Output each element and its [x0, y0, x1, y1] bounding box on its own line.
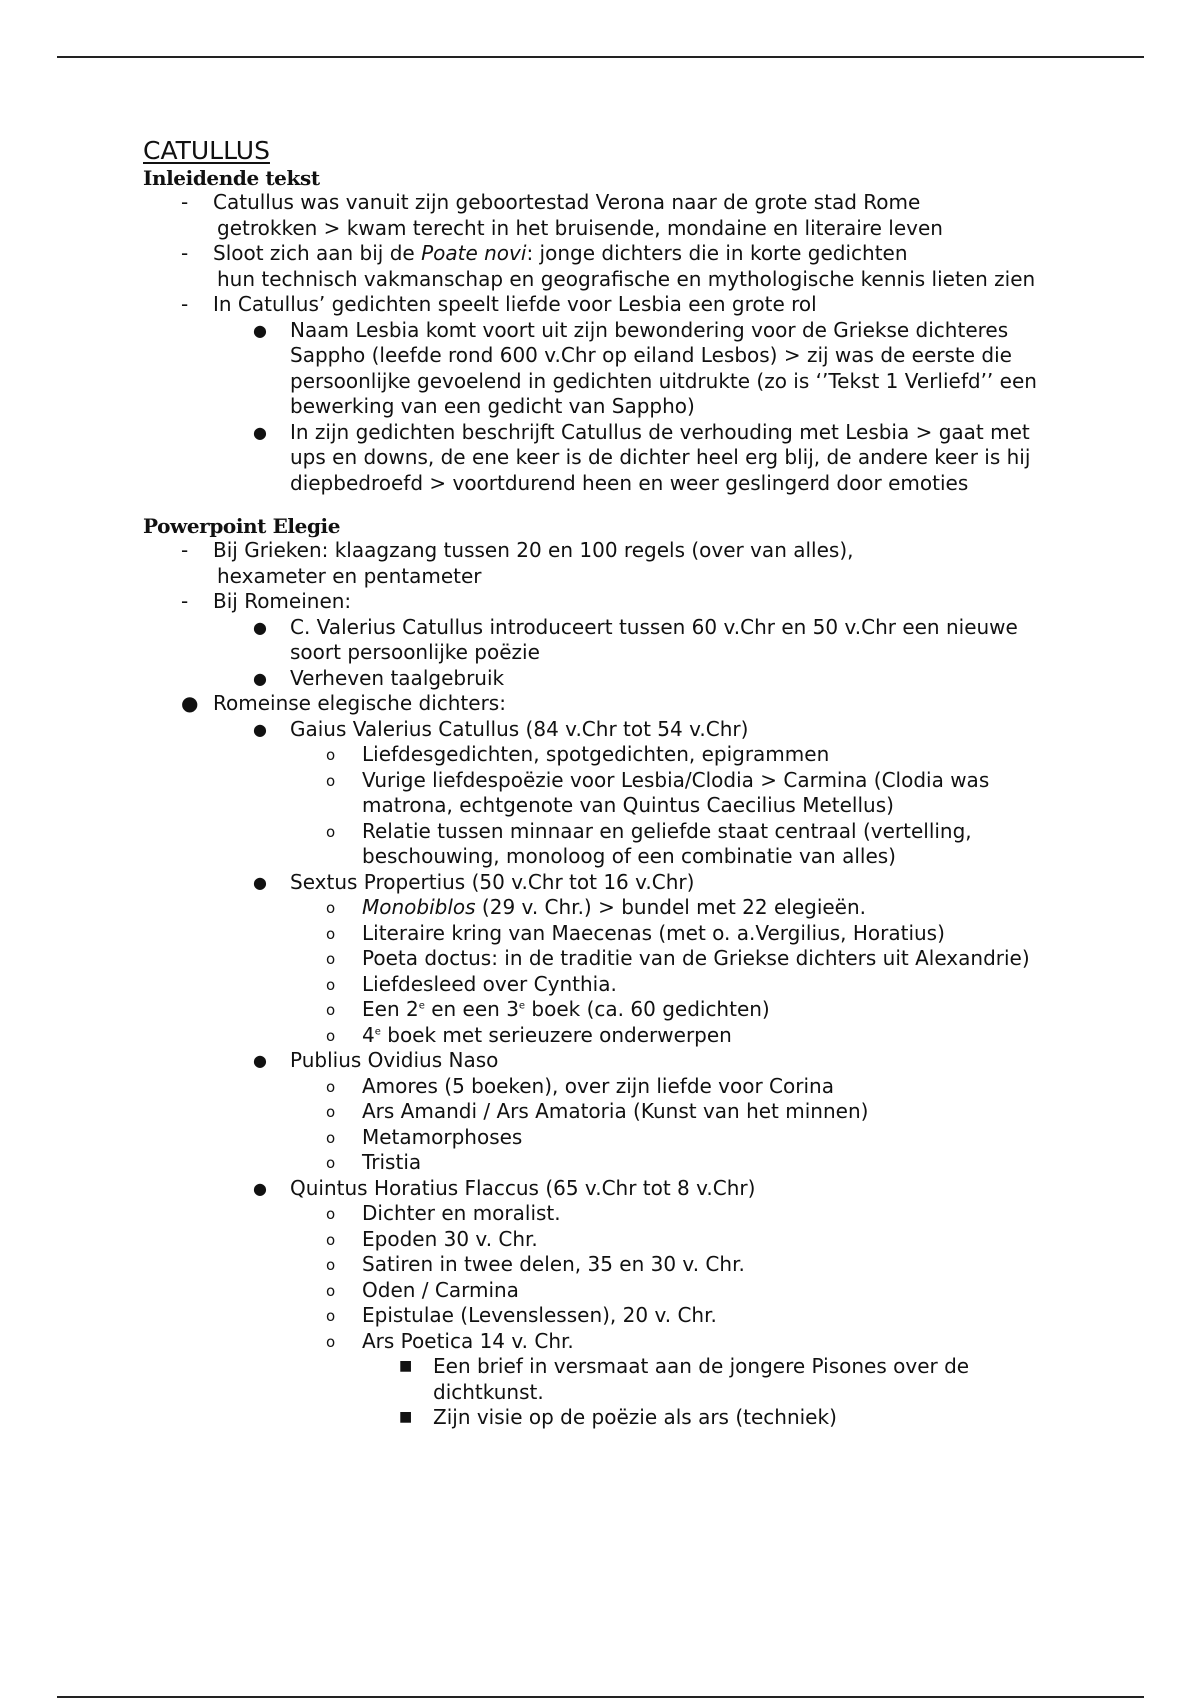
list-item: ● Verheven taalgebruik	[253, 665, 505, 690]
list-item: - Bij Romeinen: ● C. Valerius Catullus introduceert tussen 60 v.Chr en 50 v.Chr een nieuwe soort persoonlijke poëzie ● Verheven taalgebruik	[143, 589, 1043, 691]
list-item: o Monobiblos (29 v. Chr.) > bundel met 22 elegieën.	[326, 895, 867, 919]
list-item: ■ Zijn visie op de poëzie als ars (techniek)	[399, 1405, 837, 1429]
romeinen-sublist	[213, 615, 1043, 692]
list-item: o Dichter en moralist.	[326, 1201, 561, 1225]
list-item: o Liefdesleed over Cynthia.	[326, 971, 617, 996]
lesbia-sublist	[213, 318, 1043, 497]
list-item: o Relatie tussen minnaar en geliefde staat centraal (vertelling, beschouwing, monoloog of een combinatie van alles)	[326, 818, 972, 868]
list-item: o Tristia	[326, 1150, 422, 1174]
dichters-sublist	[213, 717, 1043, 1431]
list-item: o Liefdesgedichten, spotgedichten, epigrammen	[326, 742, 830, 766]
list-item: - Catullus was vanuit zijn geboortestad Verona naar de grote stad Rome getrokken > kwam terecht in het bruisende, mondaine en literaire leven	[181, 190, 943, 240]
list-item: o Oden / Carmina	[326, 1277, 519, 1302]
poet-horatius: ● Quintus Horatius Flaccus (65 v.Chr tot 8 v.Chr) o Dichter en moralist. o Epoden 30 v. Chr. o Satiren in twee delen, 35 en 30 v. Chr. o Oden / Carmina o Epistulae (Levenslessen), 20 v. Chr. o Ars Poetica 14 v. Chr. ■ Een brief in versmaat aan de jongere Pisones over de dichtkunst. ■ Zijn visie op de poëzie als ars (techniek)	[143, 1176, 1043, 1431]
section-heading-elegie: Powerpoint Elegie	[143, 514, 341, 538]
footer-rule	[57, 1696, 1144, 1698]
poet-catullus: ● Gaius Valerius Catullus (84 v.Chr tot 54 v.Chr) o Liefdesgedichten, spotgedichten, epigrammen o Vurige liefdespoëzie voor Lesbia/Clodia > Carmina (Clodia was matrona, echtgenote van Quintus Caecilius Metellus) o Relatie tussen minnaar en geliefde staat centraal (vertelling, beschouwing, monoloog of een combinatie van alles)	[143, 717, 1043, 870]
list-item: o Een 2e en een 3e boek (ca. 60 gedichten)	[326, 997, 770, 1021]
list-item: o Satiren in twee delen, 35 en 30 v. Chr.	[326, 1252, 745, 1276]
horatius-sublist	[290, 1201, 1043, 1431]
list-item: - In Catullus’ gedichten speelt liefde voor Lesbia een grote rol ● Naam Lesbia komt voort uit zijn bewondering voor de Griekse dichteres Sappho (leefde rond 600 v.Chr op eiland Lesbos) > zij was de eerste die persoonlijke gevoelend in gedichten uitdrukte (zo is ‘’Tekst 1 Verliefd’’ een bewerking van een gedicht van Sappho) ● In zijn gedichten beschrijft Catullus de verhouding met Lesbia > gaat met ups en downs, de ene keer is de dichter heel erg blij, de andere keer is hij diepbedroefd > voortdurend heen en weer geslingerd door emoties	[143, 292, 1043, 496]
poet-propertius: ● Sextus Propertius (50 v.Chr tot 16 v.Chr) o Monobiblos (29 v. Chr.) > bundel met 22 elegieën. o Literaire kring van Maecenas (met o. a.Vergilius, Horatius) o Poeta doctus: in de traditie van de Griekse dichters uit Alexandrie) o Liefdesleed over Cynthia. o Een 2e en een 3e boek (ca. 60 gedichten) o 4e boek met serieuzere onderwerpen	[143, 870, 1043, 1049]
list-item: o Ars Poetica 14 v. Chr. ■ Een brief in versmaat aan de jongere Pisones over de dichtkunst. ■ Zijn visie op de poëzie als ars (techniek)	[143, 1329, 1043, 1431]
list-item: o Epoden 30 v. Chr.	[326, 1226, 538, 1251]
list-item: o 4e boek met serieuzere onderwerpen	[326, 1022, 732, 1047]
document-body	[143, 136, 1043, 1431]
list-item: o Vurige liefdespoëzie voor Lesbia/Clodia > Carmina (Clodia was matrona, echtgenote van Quintus Caecilius Metellus)	[326, 767, 990, 817]
intro-list	[143, 190, 1043, 496]
list-item: o Poeta doctus: in de traditie van de Griekse dichters uit Alexandrie)	[326, 946, 1030, 970]
list-item: ● C. Valerius Catullus introduceert tussen 60 v.Chr en 50 v.Chr een nieuwe soort persoonlijke poëzie	[253, 614, 1018, 664]
list-item: - Sloot zich aan bij de Poate novi: jonge dichters die in korte gedichten hun technisch vakmanschap en geografische en mythologische kennis lieten zien	[181, 241, 1036, 291]
list-item: - Bij Grieken: klaagzang tussen 20 en 100 regels (over van alles), hexameter en pentameter	[181, 538, 854, 588]
header-rule	[57, 56, 1144, 58]
list-item: o Literaire kring van Maecenas (met o. a.Vergilius, Horatius)	[326, 920, 945, 945]
list-item: o Metamorphoses	[326, 1124, 523, 1149]
list-item: ● In zijn gedichten beschrijft Catullus de verhouding met Lesbia > gaat met ups en downs, de ene keer is de dichter heel erg blij, de andere keer is hij diepbedroefd > voortdurend heen en weer geslingerd door emoties	[253, 419, 1031, 495]
ovidius-sublist	[290, 1074, 1043, 1176]
list-item: o Amores (5 boeken), over zijn liefde voor Corina	[326, 1073, 834, 1098]
list-item: ● Naam Lesbia komt voort uit zijn bewondering voor de Griekse dichteres Sappho (leefde rond 600 v.Chr op eiland Lesbos) > zij was de eerste die persoonlijke gevoelend in gedichten uitdrukte (zo is ‘’Tekst 1 Verliefd’’ een bewerking van een gedicht van Sappho)	[253, 317, 1037, 418]
catullus-sublist	[290, 742, 1043, 870]
page-title: CATULLUS	[143, 136, 270, 165]
section-heading-intro: Inleidende tekst	[143, 166, 320, 190]
elegie-list	[143, 538, 1043, 1431]
list-item: ■ Een brief in versmaat aan de jongere Pisones over de dichtkunst.	[399, 1354, 970, 1404]
list-item: o Epistulae (Levenslessen), 20 v. Chr.	[326, 1303, 717, 1327]
list-item: o Ars Amandi / Ars Amatoria (Kunst van het minnen)	[326, 1099, 869, 1123]
poet-ovidius: ● Publius Ovidius Naso o Amores (5 boeken), over zijn liefde voor Corina o Ars Amandi / Ars Amatoria (Kunst van het minnen) o Metamorphoses o Tristia	[143, 1048, 1043, 1176]
list-item: ● Romeinse elegische dichters: ● Gaius Valerius Catullus (84 v.Chr tot 54 v.Chr) o Liefdesgedichten, spotgedichten, epigrammen o Vurige liefdespoëzie voor Lesbia/Clodia > Carmina (Clodia was matrona, echtgenote van Quintus Caecilius Metellus) o Relatie tussen minnaar en geliefde staat centraal (vertelling, beschouwing, monoloog of een combinatie van alles) ● Sextus Propertius (50 v.Chr tot 16 v.Chr) o Monobiblos (29 v. Chr.) > bundel met 22 elegieën. o Literaire kring van Maecenas (met o. a.Vergilius, Horatius) o Poeta doctus: in de traditie van de Griekse dichters uit Alexandrie) o Liefdesleed over Cynthia. o Een 2e en een 3e boek (ca. 60 gedichten) o 4e boek met serieuzere onderwerpen ● Publius Ovidius Naso o Amores (5 boeken), over zijn liefde voor Corina o Ars Amandi / Ars Amatoria (Kunst van het minnen) o Metamorphoses o Tristia ● Quintus Horatius Flaccus (65 v.Chr tot 8 v.Chr) o Dichter en moralist. o Epoden 30 v. Chr. o Satiren in twee delen, 35 en 30 v. Chr. o Oden / Carmina o Epistulae (Levenslessen), 20 v. Chr. o Ars Poetica 14 v. Chr. ■ Een brief in versmaat aan de jongere Pisones over de dichtkunst. ■ Zijn visie op de poëzie als ars (techniek)	[143, 691, 1043, 1431]
ars-sublist	[362, 1354, 1043, 1431]
propertius-sublist	[290, 895, 1043, 1048]
